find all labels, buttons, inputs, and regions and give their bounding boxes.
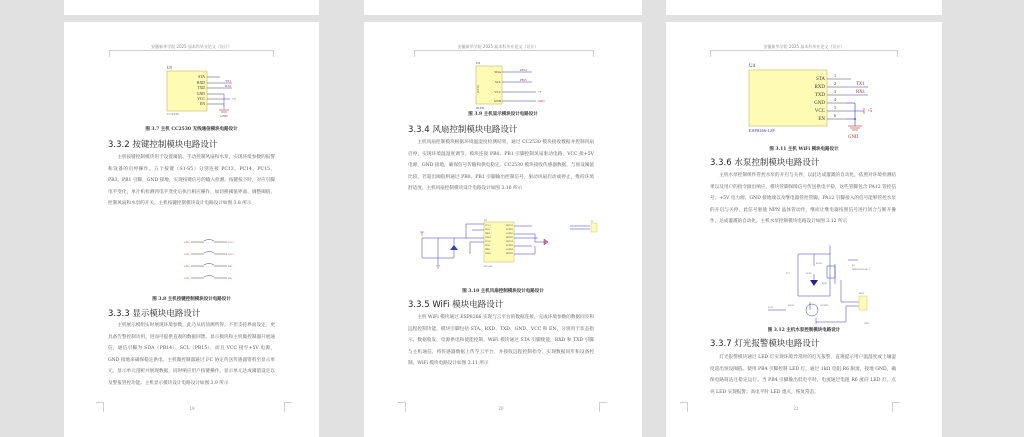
previous-page-edge: [64, 0, 319, 15]
svg-text:AGND2: AGND2: [505, 249, 513, 251]
svg-text:GND: GND: [184, 253, 190, 256]
page-20[interactable]: [364, 22, 642, 437]
cc2530-schematic: [164, 62, 264, 122]
svg-text:GND: GND: [814, 101, 825, 106]
section-heading: 3.3.4 风扇控制模块电路设计: [408, 125, 518, 135]
svg-text:U2: U2: [476, 61, 481, 65]
header-rule: [414, 50, 594, 57]
section-heading: 3.3.6 水泵控制模块电路设计: [710, 158, 820, 168]
svg-text:EN: EN: [199, 102, 205, 106]
svg-text:ESP8266-12F: ESP8266-12F: [749, 128, 775, 133]
svg-text:VCC: VCC: [494, 90, 501, 94]
pump-relay-schematic: [766, 244, 886, 324]
svg-text:INA1: INA1: [485, 229, 490, 231]
svg-text:PA12: PA12: [768, 307, 774, 309]
button-schematic: [184, 237, 244, 291]
svg-text:1: 1: [834, 73, 837, 78]
page-corner-mark: [96, 402, 104, 412]
svg-text:5: 5: [834, 105, 837, 110]
page-number: 19: [189, 406, 195, 411]
svg-text:OUTB2: OUTB2: [505, 253, 513, 255]
section-heading: 3.3.5 WiFi 模块电路设计: [408, 300, 504, 310]
page-number: 20: [498, 406, 504, 411]
svg-text:TC1: TC1: [786, 273, 791, 275]
svg-text:GND: GND: [196, 92, 205, 96]
svg-text:+5: +5: [232, 97, 236, 101]
svg-text:K1: K1: [852, 265, 855, 267]
body-paragraph: 灯光报警模块通过 LED 灯实现环境异常时的灯光报警，直观提示用户温湿度或土壤湿度超出预设阈值。使用 PB4 引脚控制 LED 灯，通过 1kΩ 电阻 R6 限流，接地 GND，确保电路简洁且稳定运行。当 PB4 引脚输出低电平时，电流通过电阻 R6 流向 LED 灯，点亮 LED 实现报警；高电平时 LED 熄灭，恢复常态。: [710, 355, 896, 395]
svg-text:PGND1: PGND1: [505, 229, 513, 231]
svg-text:VCC: VCC: [814, 109, 825, 114]
svg-text:OUTA1: OUTA1: [506, 225, 513, 227]
svg-text:LED: LED: [822, 283, 827, 285]
svg-text:GND: GND: [184, 277, 190, 280]
svg-text:TXD: TXD: [197, 86, 205, 90]
svg-text:3: 3: [834, 89, 837, 94]
svg-text:+5: +5: [538, 90, 542, 94]
svg-text:SRD-05VDC-SL-C: SRD-05VDC-SL-C: [852, 269, 871, 271]
svg-text:GND: GND: [184, 241, 190, 244]
svg-text:MH1: MH1: [859, 293, 864, 295]
page-header: 安徽新华学院 2025 届本科毕业论文（设计）: [763, 44, 845, 49]
svg-text:INA2: INA2: [485, 245, 490, 247]
svg-text:VDD2: VDD2: [485, 253, 491, 255]
figure-caption: 图 3.12 主机水泵控制模块电路设计: [767, 328, 841, 333]
svg-text:2: 2: [834, 81, 837, 86]
svg-text:STA: STA: [198, 75, 205, 79]
svg-text:VDD1: VDD1: [485, 237, 491, 239]
svg-text:PB1: PB1: [228, 277, 233, 280]
figure-caption: 图 3.10 主机风扇控制模块设计电路设计: [462, 289, 544, 294]
oled-schematic: [474, 60, 574, 110]
svg-text:GND: GND: [493, 99, 501, 103]
header-rule: [710, 50, 898, 57]
svg-text:6: 6: [834, 113, 837, 118]
page-header: 安徽新华学院 2025 届本科毕业论文（设计）: [151, 44, 232, 49]
svg-text:RX1: RX1: [856, 90, 866, 95]
svg-text:EN: EN: [818, 117, 825, 122]
body-paragraph: 主机水泵控制组件管控水泵的开启与关停，以此达成灌溉的自动化，依照对环境检测结果以及用户的指令做出响应。模块管脚保障信号传送供电平稳，这些管脚包含 PA12 管控信号、+5V 电力源、GND 接地端以及继电器管控管脚。PA12 引脚接入的信号能够管控水泵的开启与关停，此信号驱使 NPN 晶体管动作，继而让继电器按照信号进行闭合与断开操作，达成灌溉的自动化。主机水泵控制模块电路设计如图 3.12 所示: [710, 173, 896, 225]
page-corner-mark: [892, 402, 900, 412]
svg-text:PC15: PC15: [228, 253, 234, 256]
page-corner-mark: [680, 402, 688, 412]
svg-text:VCC1: VCC1: [485, 225, 491, 227]
svg-text:GND: GND: [220, 114, 228, 118]
svg-text:PB3: PB3: [228, 265, 233, 268]
esp8266-schematic: [746, 62, 886, 142]
body-paragraph: 主机展示模组实时展现环境参数，此乃从机侦测所得。不但支持界面设定，更具备告警控制功用。进而可提供直观的数据回馈。显示模块和主机微控制器开展通信，通信引脚为 SDA（PB14）、SCL（PB15），而且 VCC 接至+5V 电源，GND 接地来确保稳定供电。主机微控制器通过 I²C 协定传送传感器资料至显示单元，显示单元剖析并展现数据，同时响应用户按键操作，显示单元达成阈值设定以及警报管控功能。主机显示模块设计电路设计如图 3.9 所示: [108, 323, 275, 386]
svg-text:+5: +5: [828, 245, 831, 247]
section-heading: 3.3.3 显示模块电路设计: [108, 309, 201, 319]
page-19[interactable]: [64, 22, 319, 437]
svg-text:VCC2: VCC2: [485, 241, 491, 243]
svg-text:TXD: TXD: [814, 93, 825, 98]
body-paragraph: 主机 WiFi 模块通过 ESP8266 实现与云平台的数据连接，完成环境参数的数据同步和远程控制功能。模块引脚包括 STA、RXD、TXD、GND、VCC 和 EN，分别用于状态指示、数据收发、电源供电和使能控制。WiFi 模块通过 STA 引脚使能，RXD 和 TXD 引脚与主机通信，将传感器数据上传至云平台，并接收远程控制指令，实现数据同步和设备控制。WiFi 模块电路设计如图 3.11 所示: [408, 315, 594, 367]
svg-text:Q2 NPN: Q2 NPN: [820, 305, 828, 307]
page-corner-mark: [284, 402, 292, 412]
svg-text:STA: STA: [815, 77, 825, 82]
svg-text:LED1: LED1: [806, 273, 812, 275]
svg-text:RXD: RXD: [196, 81, 205, 85]
svg-text:PGND2: PGND2: [505, 245, 513, 247]
svg-text:U1: U1: [484, 219, 488, 222]
schematic-ref: U5: [167, 65, 172, 70]
svg-text:GND: GND: [184, 265, 190, 268]
page-corner-mark: [398, 402, 406, 412]
svg-text:PB14: PB14: [520, 68, 527, 72]
svg-text:PC13: PC13: [228, 241, 234, 244]
page-corner-mark: [599, 402, 607, 412]
page-number: 21: [793, 406, 799, 411]
svg-text:OUTA2: OUTA2: [506, 241, 513, 243]
svg-text:+5: +5: [867, 109, 873, 114]
svg-text:U4: U4: [749, 64, 756, 69]
svg-text:INB2: INB2: [485, 249, 490, 251]
header-rule: [109, 50, 274, 57]
svg-text:SCL: SCL: [494, 80, 501, 84]
svg-text:4: 4: [834, 97, 837, 102]
svg-text:TX1: TX1: [225, 79, 232, 83]
svg-text:RX1: RX1: [225, 84, 232, 88]
svg-text:RXD: RXD: [814, 85, 825, 90]
svg-text:OLED: OLED: [476, 106, 484, 110]
section-heading: 3.3.2 按键控制模块电路设计: [108, 140, 218, 150]
figure-caption: 图 3.8 主机按键控制模块设计电路设计: [152, 297, 231, 302]
svg-text:J2: J2: [591, 221, 593, 223]
svg-text:OUTB1: OUTB1: [505, 237, 513, 239]
previous-page-edge: [364, 0, 642, 15]
svg-text:PB15: PB15: [520, 78, 527, 82]
svg-text:GND: GND: [538, 99, 545, 103]
page-21[interactable]: [666, 22, 942, 437]
svg-text:VCC: VCC: [197, 97, 205, 101]
svg-text:INB1: INB1: [485, 233, 490, 235]
previous-page-edge: [666, 0, 942, 15]
svg-text:GND: GND: [848, 135, 859, 140]
svg-text:CC2530: CC2530: [167, 112, 179, 116]
section-heading: 3.3.7 灯光报警模块电路设计: [710, 339, 820, 349]
figure-caption: 图 3.7 主机 CC2530 无线通信模块电路设计: [145, 127, 238, 132]
svg-text:AGND1: AGND1: [505, 233, 513, 235]
page-header: 安徽新华学院 2025 届本科毕业论文（设计）: [457, 44, 539, 49]
figure-caption: 图 3.11 主机 WiFi 模块电路设计: [769, 147, 839, 152]
svg-text:MX1508: MX1508: [484, 266, 493, 268]
svg-text:R4 1K: R4 1K: [788, 305, 795, 307]
body-paragraph: 主机按键控制模块用于设置阈值、手动控制风扇和水泵，实现环境参数的报警和设备的启停操作。五个按键（S1-S5）分别连接 PC13、PC14、PC15、PB3、PB1 引脚，GND 接地，实现按键信号的输入检测。按键按下时，对应引脚电平变化，单片机检测到电平变化后执行相应操作，如切换阈值界面、调整阈值、控制风扇和水泵的开关。主机按键控制模块设计电路设计如图 3.8 所示: [108, 155, 275, 207]
svg-text:SDA: SDA: [494, 70, 501, 74]
svg-text:OLED: OLED: [476, 85, 480, 93]
svg-text:R5 1K: R5 1K: [816, 263, 823, 265]
fan-driver-schematic: [410, 218, 620, 288]
figure-caption: 图 3.9 主机显示模块设计电路设计: [468, 112, 538, 117]
svg-text:GND: GND: [864, 323, 869, 324]
svg-text:TX1: TX1: [856, 82, 865, 87]
body-paragraph: 主机风扇控制模块根据环境温湿度检测结果，通过 CC2530 模块接收数据并控制风扇启停，实现环境温湿度调节。模块连接 PB0、PB1 引脚控制风扇驱动电路，VCC 接+5V 电源，GND 接地，确保信号传输和供电稳定。CC2530 模块接收传感器数据，与预设阈值比较，若超出阈值则通过 PB0、PB1 引脚输出控制信号，驱动风扇启动或停止，维持环境舒适度。主机风扇控制模块设计电路设计如图 3.10 所示: [408, 140, 594, 192]
